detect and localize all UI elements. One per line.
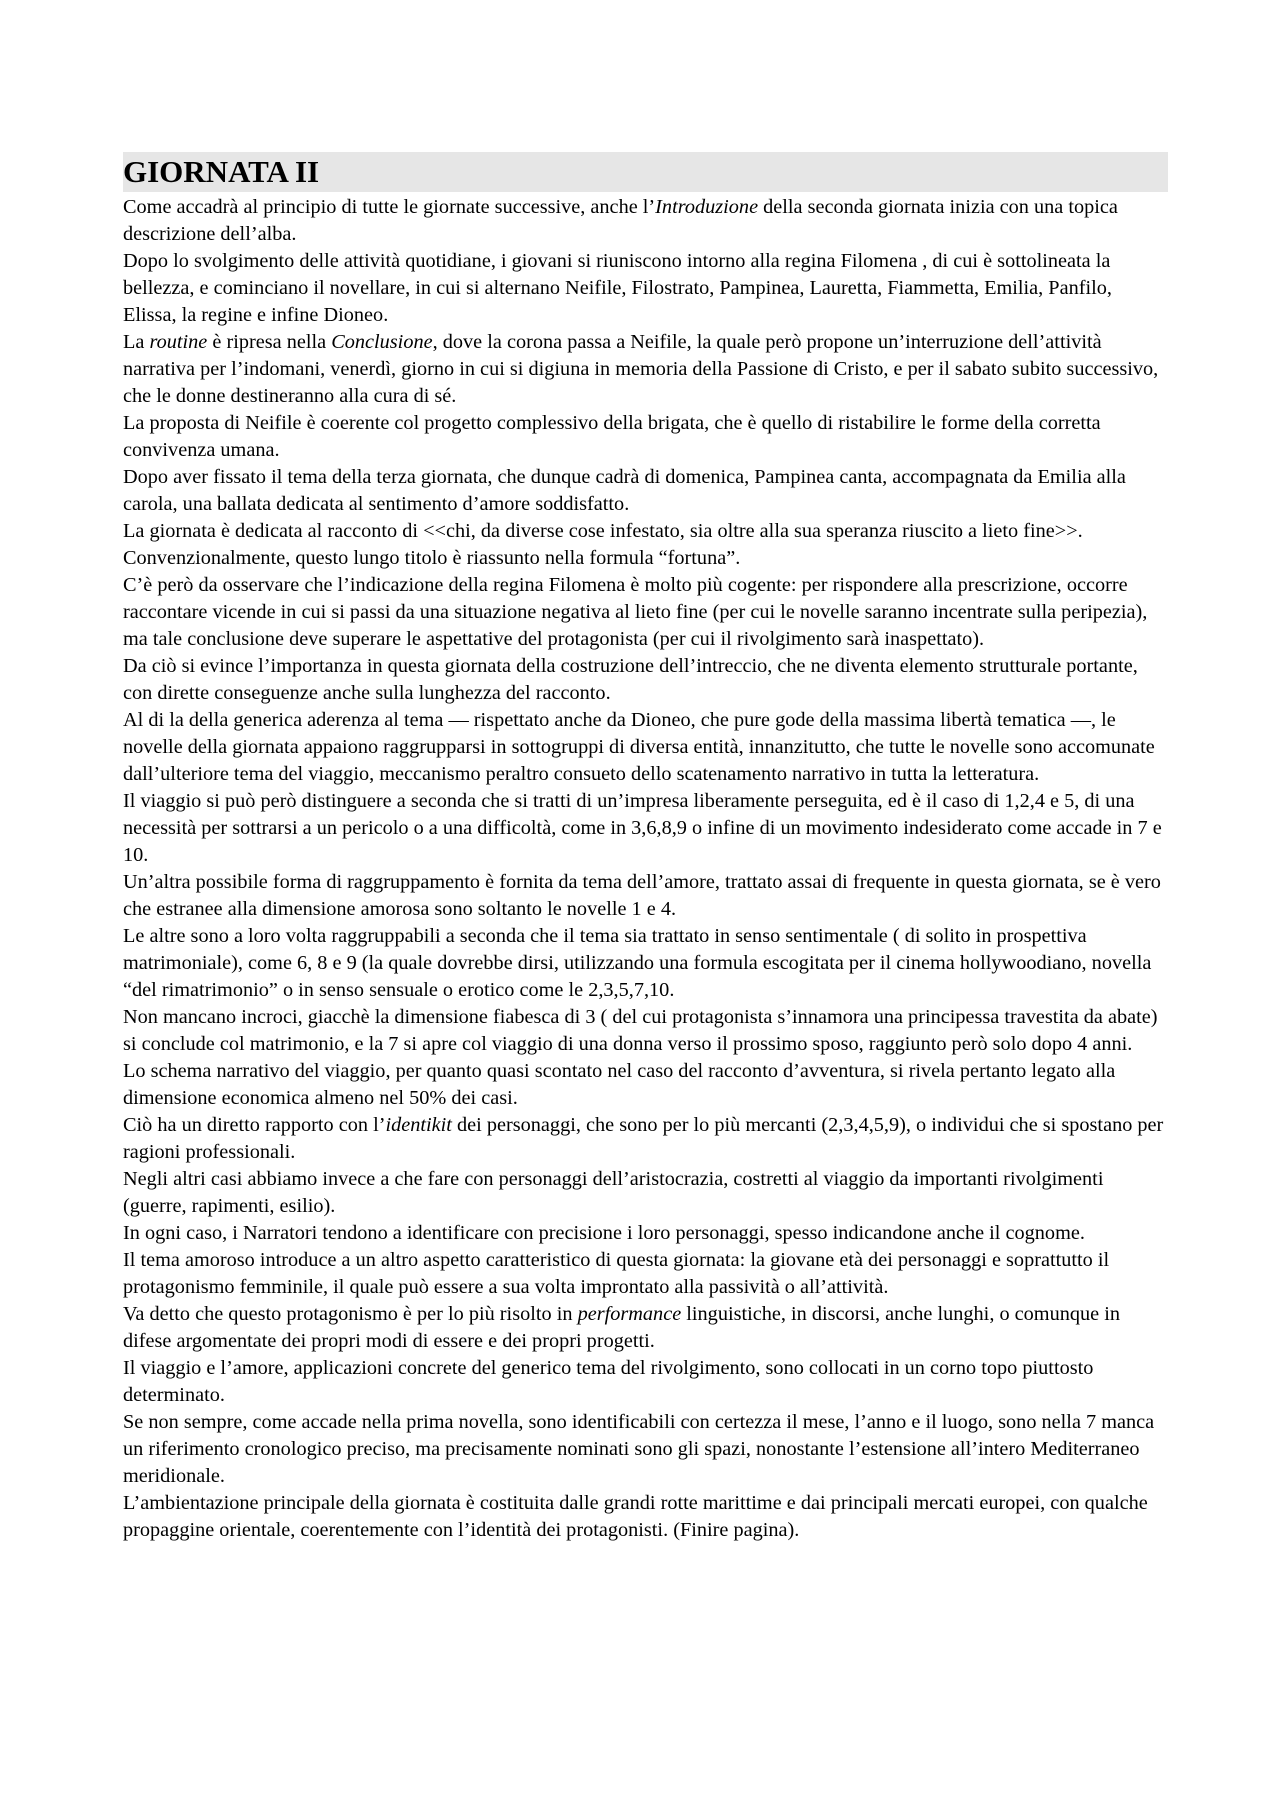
text-run: Come accadrà al principio di tutte le giornate successive, anche l’ — [123, 196, 656, 218]
paragraph — [123, 329, 1168, 410]
text-run: Un’altra possibile forma di raggruppamento è fornita da tema dell’amore, trattato assai di frequente in questa giornata, se è vero che estranee alla dimensione amorosa sono soltanto le novelle 1 e 4. — [123, 871, 1161, 920]
paragraph — [123, 248, 1168, 329]
paragraph — [123, 1166, 1168, 1220]
paragraph — [123, 1058, 1168, 1112]
text-run: della seconda giornata inizia con una topica descrizione dell’alba. — [123, 196, 1118, 245]
paragraph — [123, 518, 1168, 545]
paragraph — [123, 194, 1168, 248]
paragraph — [123, 1301, 1168, 1355]
paragraph — [123, 464, 1168, 518]
paragraph — [123, 653, 1168, 707]
text-run: Il tema amoroso introduce a un altro aspetto caratteristico di questa giornata: la giovane età dei personaggi e soprattutto il protagonismo femminile, il quale può essere a sua volta improntato alla passività o all’attività. — [123, 1249, 1110, 1298]
paragraph — [123, 410, 1168, 464]
paragraph — [123, 1409, 1168, 1490]
text-run: , dove la corona passa a Neifile, la quale però propone un’interruzione dell’attività narrativa per l’indomani, venerdì, giorno in cui si digiuna in memoria della Passione di Cristo, e per il sabato subito successivo, che le donne destineranno alla cura di sé. — [123, 331, 1159, 407]
text-run: è ripresa nella — [207, 331, 332, 353]
text-run: Le altre sono a loro volta raggruppabili a seconda che il tema sia trattato in senso sentimentale ( di solito in prospettiva matrimoniale), come 6, 8 e 9 (la quale dovrebbe dirsi, utilizzando una formula escogitata per il cinema hollywoodiano, novella “del rimatrimonio” o in senso sensuale o erotico come le 2,3,5,7,10. — [123, 925, 1152, 1001]
paragraph — [123, 1112, 1168, 1166]
text-run: La proposta di Neifile è coerente col progetto complessivo della brigata, che è quello di ristabilire le forme della corretta convivenza umana. — [123, 412, 1101, 461]
paragraph — [123, 923, 1168, 1004]
paragraph — [123, 1355, 1168, 1409]
text-run: La — [123, 331, 150, 353]
text-run: Il viaggio e l’amore, applicazioni concrete del generico tema del rivolgimento, sono collocati in un corno topo piuttosto determinato. — [123, 1357, 1094, 1406]
document-page — [123, 152, 1168, 1544]
italic-term: performance — [577, 1303, 682, 1325]
text-run: Al di la della generica aderenza al tema — rispettato anche da Dioneo, che pure gode della massima libertà tematica —, le novelle della giornata appaiono raggrupparsi in sottogruppi di diversa entità, innanzitutto, che tutte le novelle sono accomunate dall’ulteriore tema del viaggio, meccanismo peraltro consueto dello scatenamento narrativo in tutta la letteratura. — [123, 709, 1155, 785]
italic-term: Introduzione — [655, 196, 759, 218]
text-run: Se non sempre, come accade nella prima novella, sono identificabili con certezza il mese, l’anno e il luogo, sono nella 7 manca un riferimento cronologico preciso, ma precisamente nominati sono gli spazi, nonostante l’estensione all’intero Mediterraneo meridionale. — [123, 1411, 1155, 1487]
text-run: Dopo lo svolgimento delle attività quotidiane, i giovani si riuniscono intorno alla regina Filomena , di cui è sottolineata la bellezza, e cominciano il novellare, in cui si alternano Neifile, Filostrato, Pampinea, Lauretta, Fiammetta, Emilia, Panfilo, Elissa, la regine e infine Dioneo. — [123, 250, 1112, 326]
text-run: Il viaggio si può però distinguere a seconda che si tratti di un’impresa liberamente perseguita, ed è il caso di 1,2,4 e 5, di una necessità per sottrarsi a un pericolo o a una difficoltà, come in 3,6,8,9 o infine di un movimento indesiderato come accade in 7 e 10. — [123, 790, 1162, 866]
italic-term: Conclusione — [331, 331, 433, 353]
text-run: Non mancano incroci, giacchè la dimensione fiabesca di 3 ( del cui protagonista s’innamora una principessa travestita da abate) si conclude col matrimonio, e la 7 si apre col viaggio di una donna verso il prossimo sposo, raggiunto però solo dopo 4 anni. — [123, 1006, 1158, 1055]
text-run: L’ambientazione principale della giornata è costituita dalle grandi rotte marittime e dai principali mercati europei, con qualche propaggine orientale, coerentemente con l’identità dei protagonisti. (Finire pagina). — [123, 1492, 1148, 1541]
paragraph — [123, 1220, 1168, 1247]
text-run: linguistiche, in discorsi, anche lunghi, o comunque in difese argomentate dei propri modi di essere e dei propri progetti. — [123, 1303, 1120, 1352]
text-run: Va detto che questo protagonismo è per lo più risolto in — [123, 1303, 578, 1325]
paragraph — [123, 869, 1168, 923]
text-run: Negli altri casi abbiamo invece a che fare con personaggi dell’aristocrazia, costretti al viaggio da importanti rivolgimenti (guerre, rapimenti, esilio). — [123, 1168, 1104, 1217]
text-run: Lo schema narrativo del viaggio, per quanto quasi scontato nel caso del racconto d’avventura, si rivela pertanto legato alla dimensione economica almeno nel 50% dei casi. — [123, 1060, 1116, 1109]
text-run: La giornata è dedicata al racconto di <<chi, da diverse cose infestato, sia oltre alla sua speranza riuscito a lieto fine>>. — [123, 520, 1083, 542]
paragraph — [123, 1004, 1168, 1058]
page-title: GIORNATA II — [123, 152, 1168, 192]
paragraph — [123, 545, 1168, 572]
text-run: dei personaggi, che sono per lo più mercanti (2,3,4,5,9), o individui che si spostano per ragioni professionali. — [123, 1114, 1164, 1163]
paragraph — [123, 572, 1168, 653]
italic-term: routine — [149, 331, 208, 353]
paragraph — [123, 707, 1168, 788]
document-body — [123, 194, 1168, 1544]
text-run: Convenzionalmente, questo lungo titolo è riassunto nella formula “fortuna”. — [123, 547, 741, 569]
paragraph — [123, 1247, 1168, 1301]
paragraph — [123, 788, 1168, 869]
paragraph — [123, 1490, 1168, 1544]
text-run: C’è però da osservare che l’indicazione della regina Filomena è molto più cogente: per rispondere alla prescrizione, occorre raccontare vicende in cui si passi da una situazione negativa al lieto fine (per cui le novelle saranno incentrate sulla peripezia), ma tale conclusione deve superare le aspettative del protagonista (per cui il rivolgimento sarà inaspettato). — [123, 574, 1148, 650]
text-run: Ciò ha un diretto rapporto con l’ — [123, 1114, 386, 1136]
italic-term: identikit — [385, 1114, 452, 1136]
text-run: Dopo aver fissato il tema della terza giornata, che dunque cadrà di domenica, Pampinea canta, accompagnata da Emilia alla carola, una ballata dedicata al sentimento d’amore soddisfatto. — [123, 466, 1126, 515]
text-run: Da ciò si evince l’importanza in questa giornata della costruzione dell’intreccio, che ne diventa elemento strutturale portante, con dirette conseguenze anche sulla lunghezza del racconto. — [123, 655, 1138, 704]
text-run: In ogni caso, i Narratori tendono a identificare con precisione i loro personaggi, spesso indicandone anche il cognome. — [123, 1222, 1085, 1244]
